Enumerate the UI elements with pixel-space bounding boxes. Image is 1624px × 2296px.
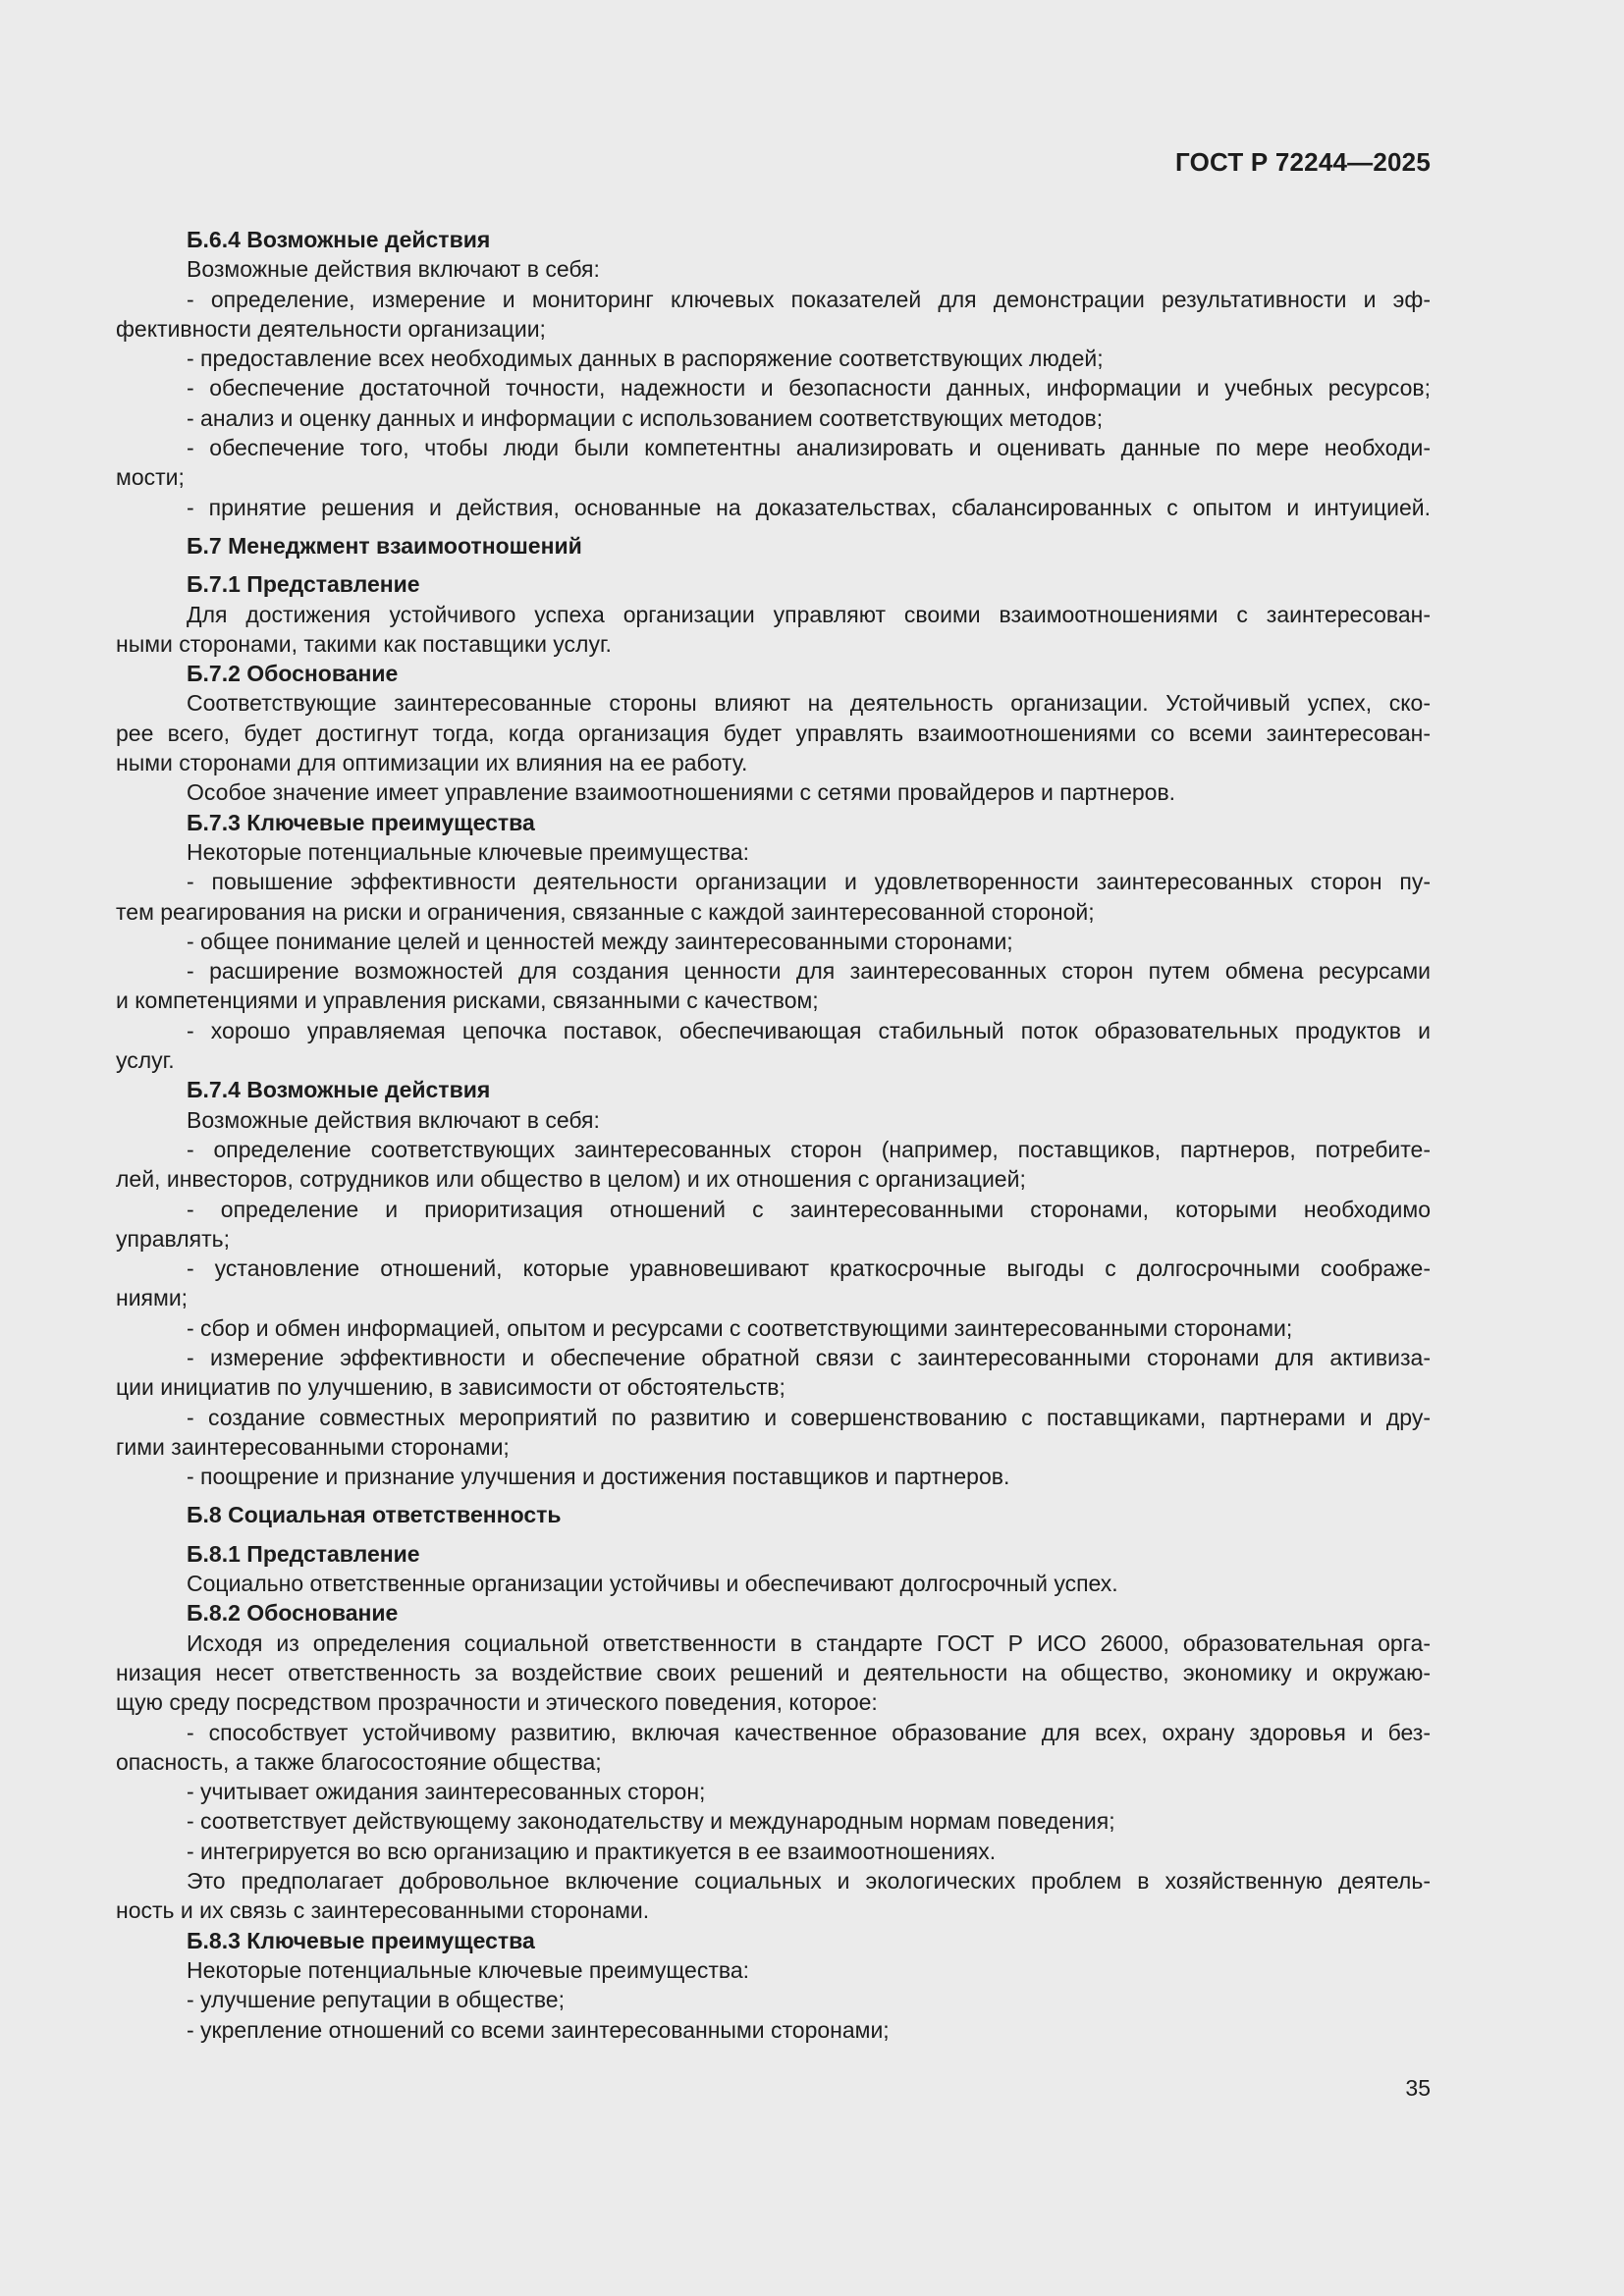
text-line: - поощрение и признание улучшения и достижения поставщиков и партнеров.	[187, 1464, 1010, 1490]
text-line: - сбор и обмен информацией, опытом и ресурсами с соответствующими заинтересованными сторонами;	[187, 1314, 1293, 1341]
text-line: - интегрируется во всю организацию и практикуется в ее взаимоотношениях.	[187, 1838, 997, 1864]
text-line: - измерение эффективности и обеспечение обратной связи с заинтересованными сторонами для активиза-	[187, 1344, 1431, 1370]
text-line: - учитывает ожидания заинтересованных сторон;	[187, 1779, 706, 1805]
text-line: услуг.	[116, 1047, 175, 1074]
text-line: ными сторонами, такими как поставщики услуг.	[116, 630, 612, 657]
text-line: Особое значение имеет управление взаимоотношениями с сетями провайдеров и партнеров.	[187, 779, 1176, 806]
text-line: управлять;	[116, 1225, 231, 1252]
text-line: ниями;	[116, 1285, 189, 1311]
text-line: фективности деятельности организации;	[116, 315, 546, 342]
document-body	[116, 225, 1431, 2045]
text-line: гими заинтересованными сторонами;	[116, 1433, 510, 1460]
text-line: - создание совместных мероприятий по развитию и совершенствованию с поставщиками, партнерами и дру-	[187, 1404, 1431, 1430]
text-line: Это предполагает добровольное включение социальных и экологических проблем в хозяйственную деятель-	[187, 1868, 1431, 1895]
text-line: опасность, а также благосостояние общества;	[116, 1748, 602, 1775]
section-heading: Б.8 Социальная ответственность	[187, 1502, 562, 1528]
text-line: - определение, измерение и мониторинг ключевых показателей для демонстрации результативности и эф-	[187, 286, 1431, 312]
text-line: - обеспечение достаточной точности, надежности и безопасности данных, информации и учебных ресурсов;	[187, 375, 1431, 401]
text-line: щую среду посредством прозрачности и этического поведения, которое:	[116, 1689, 878, 1716]
section-heading: Б.7.2 Обоснование	[187, 661, 399, 687]
text-line: - общее понимание целей и ценностей между заинтересованными сторонами;	[187, 928, 1013, 954]
text-line: и компетенциями и управления рисками, связанными с качеством;	[116, 988, 819, 1014]
text-line: Возможные действия включают в себя:	[187, 256, 600, 283]
text-line: тем реагирования на риски и ограничения, связанные с каждой заинтересованной стороной;	[116, 898, 1095, 925]
section-heading: Б.7.4 Возможные действия	[187, 1077, 491, 1103]
text-line: - расширение возможностей для создания ценности для заинтересованных сторон путем обмена ресурсами	[187, 958, 1431, 985]
text-line: - анализ и оценку данных и информации с использованием соответствующих методов;	[187, 404, 1104, 431]
text-line: - определение и приоритизация отношений с заинтересованными сторонами, которыми необходимо	[187, 1196, 1431, 1222]
text-line: Соответствующие заинтересованные стороны влияют на деятельность организации. Устойчивый успех, ско-	[187, 690, 1431, 717]
section-heading: Б.7.3 Ключевые преимущества	[187, 809, 535, 835]
text-line: низация несет ответственность за воздействие своих решений и деятельности на общество, экономику и окружаю-	[116, 1659, 1431, 1685]
text-line: Социально ответственные организации устойчивы и обеспечивают долгосрочный успех.	[187, 1571, 1118, 1597]
text-line: лей, инвесторов, сотрудников или общество в целом) и их отношения с организацией;	[116, 1166, 1026, 1193]
text-line: - установление отношений, которые уравновешивают краткосрочные выгоды с долгосрочными соображе-	[187, 1255, 1431, 1282]
section-heading: Б.6.4 Возможные действия	[187, 227, 491, 252]
text-line: - улучшение репутации в обществе;	[187, 1987, 565, 2013]
text-line: - соответствует действующему законодательству и международным нормам поведения;	[187, 1808, 1115, 1835]
text-line: - принятие решения и действия, основанные на доказательствах, сбалансированных с опытом и интуицией.	[187, 494, 1431, 520]
text-line: - укрепление отношений со всеми заинтересованными сторонами;	[187, 2016, 890, 2043]
text-line: - определение соответствующих заинтересованных сторон (например, поставщиков, партнеров, потребите-	[187, 1136, 1431, 1162]
text-line: - повышение эффективности деятельности организации и удовлетворенности заинтересованных сторон пу-	[187, 869, 1431, 895]
section-heading: Б.8.2 Обоснование	[187, 1600, 399, 1627]
text-line: мости;	[116, 464, 185, 491]
section-heading: Б.8.1 Представление	[187, 1540, 420, 1567]
text-line: ции инициатив по улучшению, в зависимости от обстоятельств;	[116, 1374, 785, 1401]
text-line: рее всего, будет достигнут тогда, когда организация будет управлять взаимоотношениями со всеми заинтересован-	[116, 720, 1431, 746]
text-line: Исходя из определения социальной ответственности в стандарте ГОСТ Р ИСО 26000, образовательная орга-	[187, 1629, 1431, 1656]
text-line: - хорошо управляемая цепочка поставок, обеспечивающая стабильный поток образовательных продуктов и	[187, 1017, 1431, 1043]
text-line: - обеспечение того, чтобы люди были компетентны анализировать и оценивать данные по мере необходи-	[187, 435, 1431, 461]
text-line: Некоторые потенциальные ключевые преимущества:	[187, 1956, 750, 1983]
section-heading: Б.7.1 Представление	[187, 571, 420, 598]
section-heading: Б.7 Менеджмент взаимоотношений	[187, 532, 582, 559]
document-code: ГОСТ Р 72244—2025	[1175, 147, 1431, 177]
text-line: - способствует устойчивому развитию, включая качественное образование для всех, охрану здоровья и без-	[187, 1719, 1431, 1745]
text-line: ность и их связь с заинтересованными сторонами.	[116, 1897, 650, 1924]
section-heading: Б.8.3 Ключевые преимущества	[187, 1927, 535, 1953]
page-number: 35	[1405, 2075, 1431, 2101]
text-line: Некоторые потенциальные ключевые преимущества:	[187, 838, 750, 865]
text-line: Возможные действия включают в себя:	[187, 1106, 600, 1133]
text-line: - предоставление всех необходимых данных в распоряжение соответствующих людей;	[187, 346, 1104, 372]
text-line: Для достижения устойчивого успеха организации управляют своими взаимоотношениями с заинтересован-	[187, 601, 1431, 627]
text-line: ными сторонами для оптимизации их влияния на ее работу.	[116, 750, 748, 776]
